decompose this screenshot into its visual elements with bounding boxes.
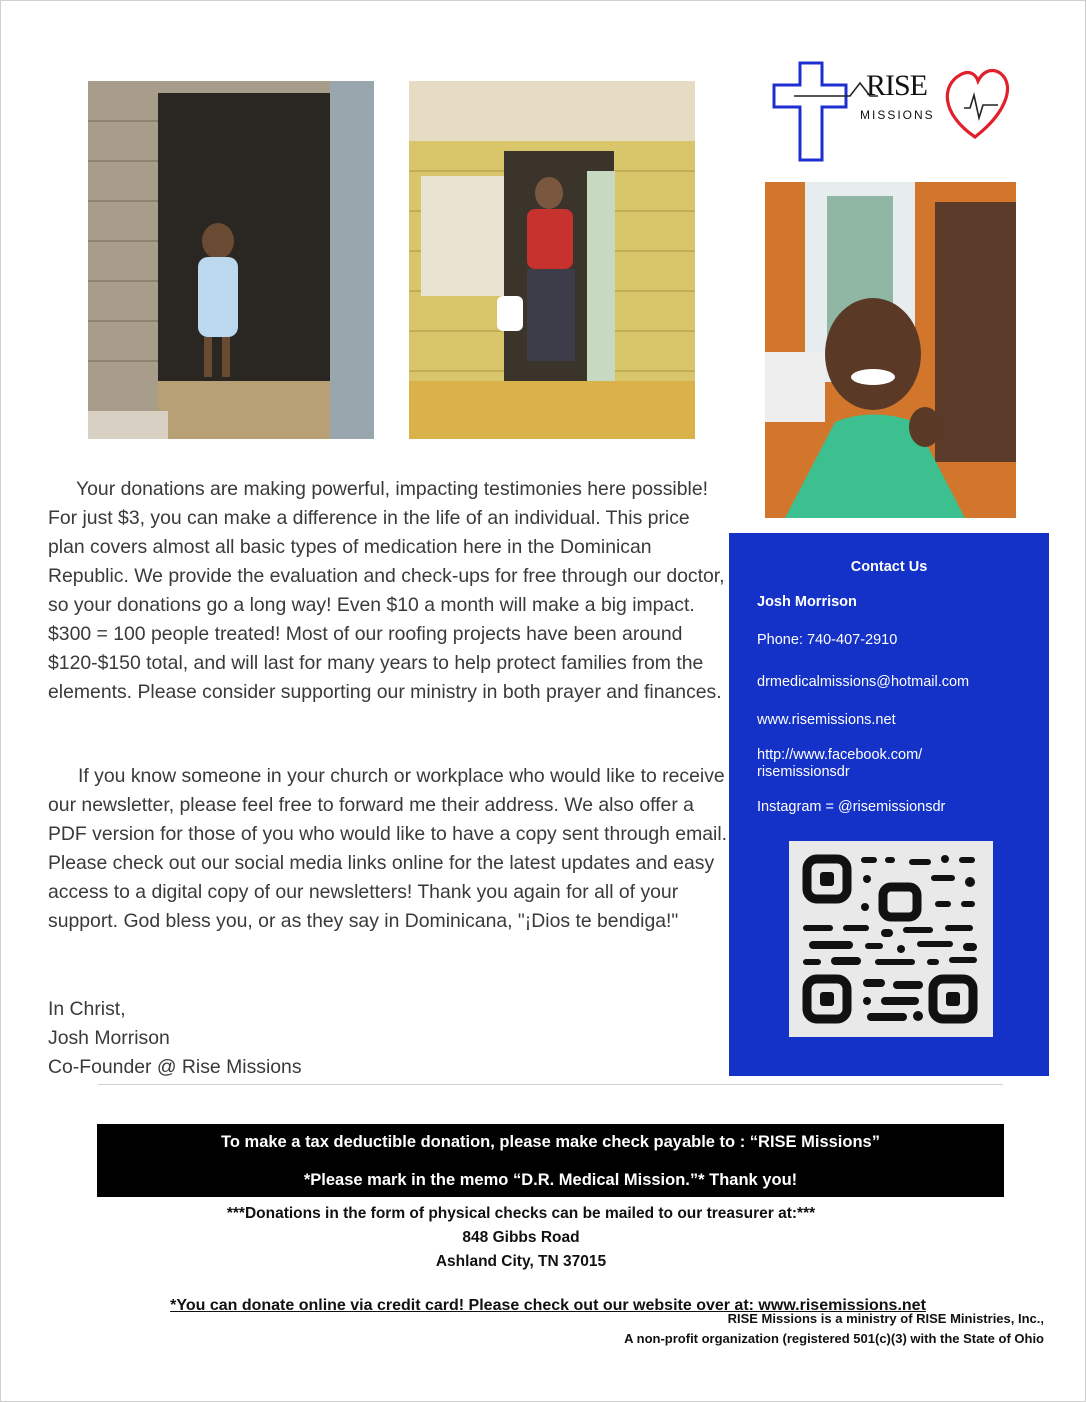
logo-sub: MISSIONS bbox=[860, 108, 935, 122]
photo-girl-in-doorway bbox=[88, 81, 374, 439]
footer-line-2: A non-profit organization (registered 501(c)(3) with the State of Ohio bbox=[624, 1331, 1044, 1346]
banner-line-2: *Please mark in the memo “D.R. Medical Mission.”* Thank you! bbox=[303, 1171, 798, 1189]
photo-woman-in-doorway bbox=[409, 81, 695, 439]
letter-paragraph-1-text: Your donations are making powerful, impacting testimonies here possible! For just $3, you can make a difference in the life of an individual. This price plan covers almost all basic types of medication here in the Dominican Republic. We provide the evaluation and check-ups for free through our doctor, so your donations go a long way! Even $10 a month will make a big impact. $300 = 100 people treated! Most of our roofing projects have been around $120-$150 total, and will last for many years to help protect families from the elements. Please consider supporting our ministry in both prayer and finances. bbox=[48, 478, 725, 703]
signoff-title: Co-Founder @ Rise Missions bbox=[48, 1056, 302, 1078]
contact-box bbox=[729, 533, 1049, 1076]
qr-code[interactable] bbox=[789, 841, 993, 1037]
online-donation-link[interactable]: *You can donate online via credit card! Please check out our website over at: www.risemissions.net bbox=[170, 1297, 926, 1314]
facebook-line-2: risemissionsdr bbox=[757, 764, 850, 780]
letter-signoff bbox=[48, 995, 728, 1082]
contact-heading: Contact Us bbox=[850, 559, 928, 575]
contact-email-link[interactable]: drmedicalmissions@hotmail.com bbox=[757, 674, 970, 690]
divider bbox=[98, 1084, 1003, 1085]
letter-paragraph-2-text: If you know someone in your church or workplace who would like to receive our newsletter, please feel free to forward me their address. We also offer a PDF version for those of you who would like to have a copy sent through email. Please check out our social media links online for the latest updates and easy access to a digital copy of our newsletters! Thank you again for all of your support. God bless you, or as they say in Dominicana, "¡Dios te bendiga!" bbox=[48, 765, 728, 932]
logo-word: RISE bbox=[866, 69, 928, 102]
signoff-name: Josh Morrison bbox=[48, 1027, 170, 1049]
contact-phone: Phone: 740-407-2910 bbox=[757, 632, 898, 648]
mail-city-address: Ashland City, TN 37015 bbox=[435, 1253, 607, 1270]
mail-donation-note: ***Donations in the form of physical checks can be mailed to our treasurer at:*** bbox=[226, 1205, 816, 1222]
contact-instagram: Instagram = @risemissionsdr bbox=[757, 799, 946, 815]
contact-facebook-link[interactable] bbox=[757, 747, 1037, 781]
contact-website-link[interactable]: www.risemissions.net bbox=[757, 712, 896, 728]
footer-line-1: RISE Missions is a ministry of RISE Ministries, Inc., bbox=[727, 1311, 1044, 1326]
photo-smiling-boy bbox=[765, 182, 1016, 518]
donation-banner bbox=[97, 1124, 1004, 1197]
signoff-closing: In Christ, bbox=[48, 998, 126, 1020]
banner-line-1: To make a tax deductible donation, please make check payable to : “RISE Missions” bbox=[221, 1133, 880, 1151]
mail-street-address: 848 Gibbs Road bbox=[462, 1229, 580, 1246]
rise-missions-logo bbox=[770, 55, 1010, 167]
facebook-line-1: http://www.facebook.com/ bbox=[757, 747, 923, 763]
contact-name: Josh Morrison bbox=[757, 594, 857, 610]
letter-paragraph-1 bbox=[48, 475, 728, 707]
letter-paragraph-2 bbox=[48, 762, 728, 936]
